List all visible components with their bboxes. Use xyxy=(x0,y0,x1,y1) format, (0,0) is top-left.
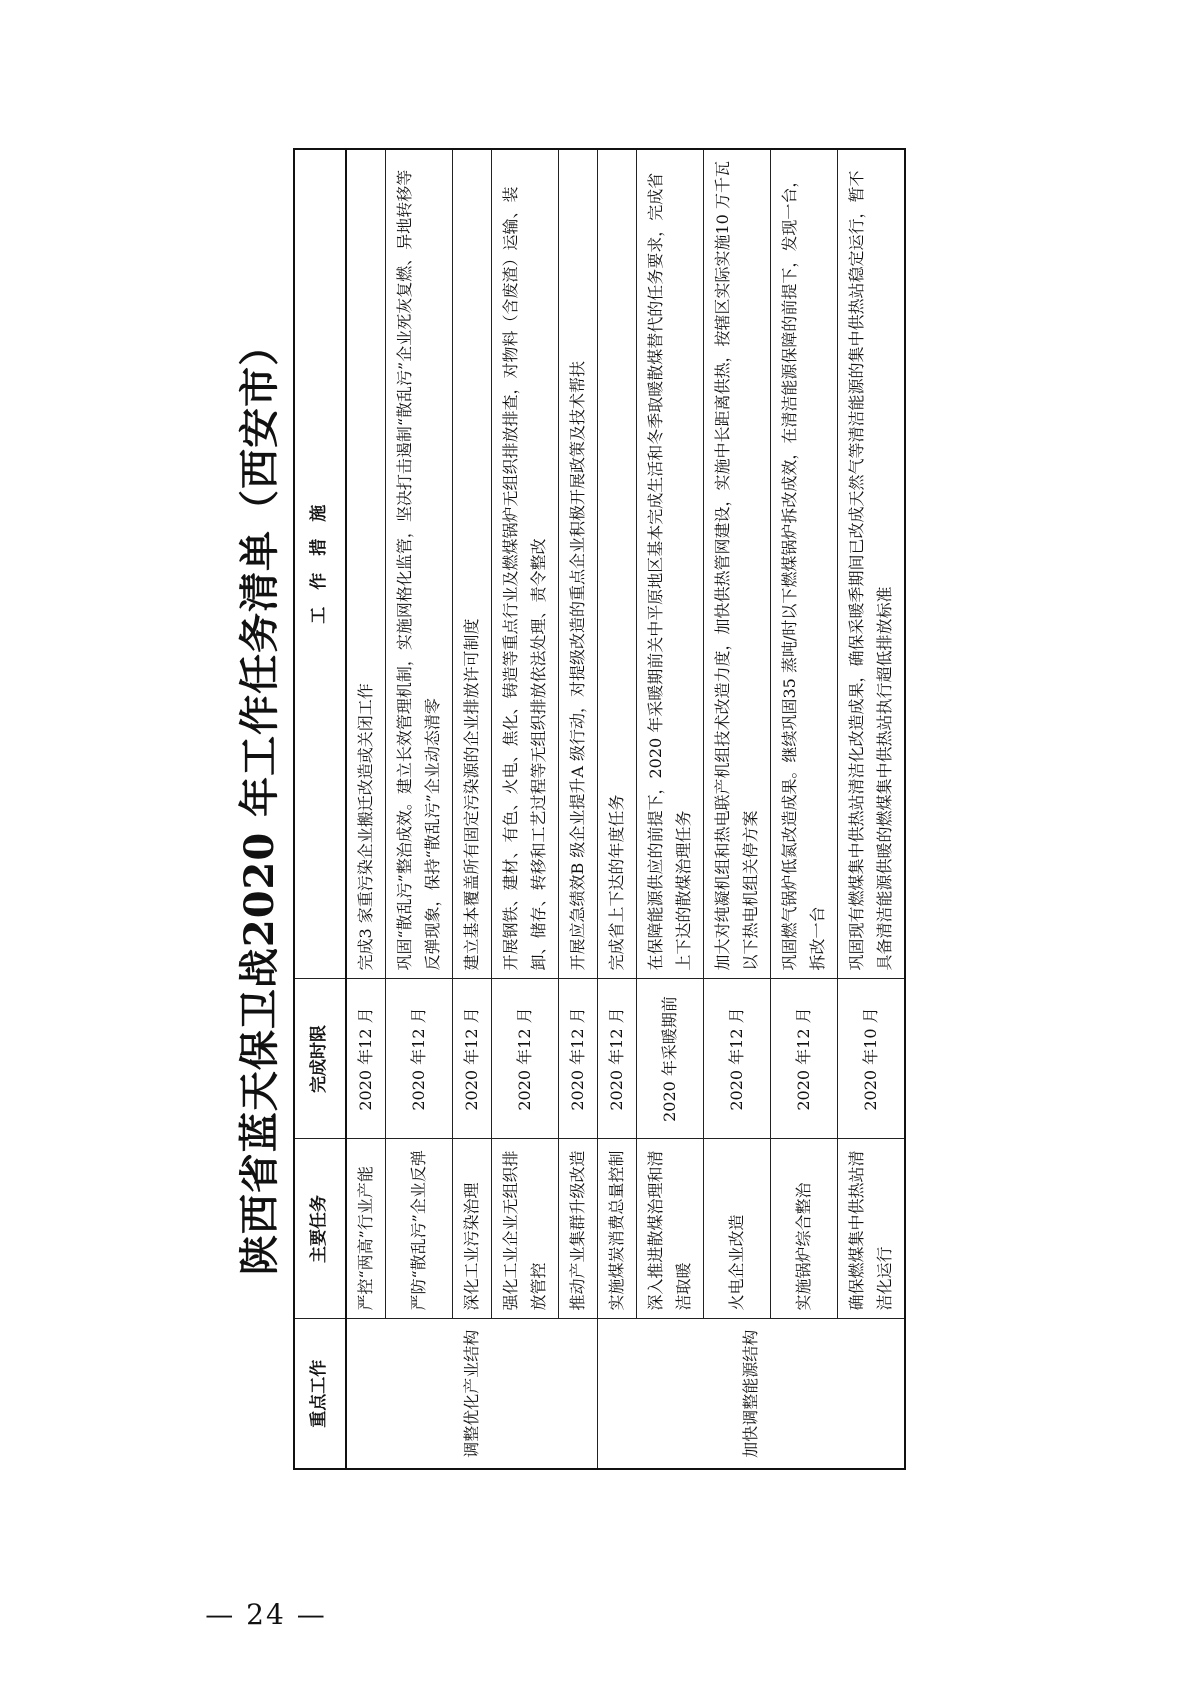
main-task-cell: 严防“散乱污”企业反弹 xyxy=(386,1139,453,1319)
main-task-cell: 火电企业改造 xyxy=(704,1139,771,1319)
measures-cell: 建立基本覆盖所有固定污染源的企业排放许可制度 xyxy=(453,149,492,979)
deadline-cell: 2020 年12 月 xyxy=(598,979,637,1139)
key-work-cell: 调整优化产业结构 xyxy=(346,1319,598,1469)
table-row xyxy=(453,149,492,1469)
document-title: 陕西省蓝天保卫战2020 年工作任务清单（西安市） xyxy=(236,324,283,1276)
deadline-cell: 2020 年12 月 xyxy=(559,979,598,1139)
table-row xyxy=(346,149,386,1469)
deadline-cell: 2020 年12 月 xyxy=(492,979,559,1139)
main-task-cell: 深入推进散煤治理和清洁取暖 xyxy=(637,1139,704,1319)
measures-cell: 巩固现有燃煤集中供热站清洁化改造成果，确保采暖季期间已改成天然气等清洁能源的集中供热站稳定运行，暂不具备清洁能源供暖的燃煤集中供热站执行超低排放标准 xyxy=(838,149,906,979)
header-key-work: 重点工作 xyxy=(294,1319,346,1469)
deadline-cell: 2020 年12 月 xyxy=(386,979,453,1139)
deadline-cell: 2020 年12 月 xyxy=(704,979,771,1139)
deadline-cell: 2020 年10 月 xyxy=(838,979,906,1139)
table-row xyxy=(492,149,559,1469)
measures-cell: 开展应急绩效B 级企业提升A 级行动，对提级改造的重点企业积极开展政策及技术帮扶 xyxy=(559,149,598,979)
table-row xyxy=(771,149,838,1469)
deadline-cell: 2020 年12 月 xyxy=(346,979,386,1139)
main-task-cell: 实施煤炭消费总量控制 xyxy=(598,1139,637,1319)
deadline-cell: 2020 年12 月 xyxy=(453,979,492,1139)
table-row xyxy=(559,149,598,1469)
table-row xyxy=(838,149,906,1469)
main-task-cell: 推动产业集群升级改造 xyxy=(559,1139,598,1319)
task-list-table xyxy=(293,148,906,1470)
deadline-cell: 2020 年采暖期前 xyxy=(637,979,704,1139)
table-row xyxy=(598,149,637,1469)
header-main-task: 主要任务 xyxy=(294,1139,346,1319)
main-task-cell: 强化工业企业无组织排放管控 xyxy=(492,1139,559,1319)
main-task-cell: 严控“两高”行业产能 xyxy=(346,1139,386,1319)
header-deadline: 完成时限 xyxy=(294,979,346,1139)
main-task-cell: 确保燃煤集中供热站清洁化运行 xyxy=(838,1139,906,1319)
deadline-cell: 2020 年12 月 xyxy=(771,979,838,1139)
table-row xyxy=(704,149,771,1469)
header-measures: 工 作 措 施 xyxy=(294,149,346,979)
rotated-page-content xyxy=(230,130,1010,1470)
measures-cell: 巩固燃气锅炉低氮改造成果。继续巩固35 蒸吨/时以下燃煤锅炉拆改成效，在清洁能源保障的前提下，发现一台，拆改一台 xyxy=(771,149,838,979)
table-row xyxy=(637,149,704,1469)
measures-cell: 加大对纯凝机组和热电联产机组技术改造力度，加快供热管网建设，实施中长距离供热，按辖区实际实施10 万千瓦以下热电机组关停方案 xyxy=(704,149,771,979)
page-number: — 24 — xyxy=(205,1598,327,1631)
measures-cell: 巩固“散乱污”整治成效。建立长效管理机制，实施网格化监管，坚决打击遏制“散乱污”企业死灰复燃、异地转移等反弹现象，保持“散乱污”企业动态清零 xyxy=(386,149,453,979)
key-work-cell: 加快调整能源结构 xyxy=(598,1319,906,1469)
main-task-cell: 实施锅炉综合整治 xyxy=(771,1139,838,1319)
measures-cell: 在保障能源供应的前提下，2020 年采暖期前关中平原地区基本完成生活和冬季取暖散煤替代的任务要求，完成省上下达的散煤治理任务 xyxy=(637,149,704,979)
main-task-cell: 深化工业污染治理 xyxy=(453,1139,492,1319)
measures-cell: 完成3 家重污染企业搬迁改造或关闭工作 xyxy=(346,149,386,979)
measures-cell: 开展钢铁、建材、有色、火电、焦化、铸造等重点行业及燃煤锅炉无组织排放排查，对物料（含废渣）运输、装卸、储存、转移和工艺过程等无组织排放依法处理、责令整改 xyxy=(492,149,559,979)
table-row xyxy=(386,149,453,1469)
table-header-row xyxy=(294,149,346,1469)
measures-cell: 完成省上下达的年度任务 xyxy=(598,149,637,979)
